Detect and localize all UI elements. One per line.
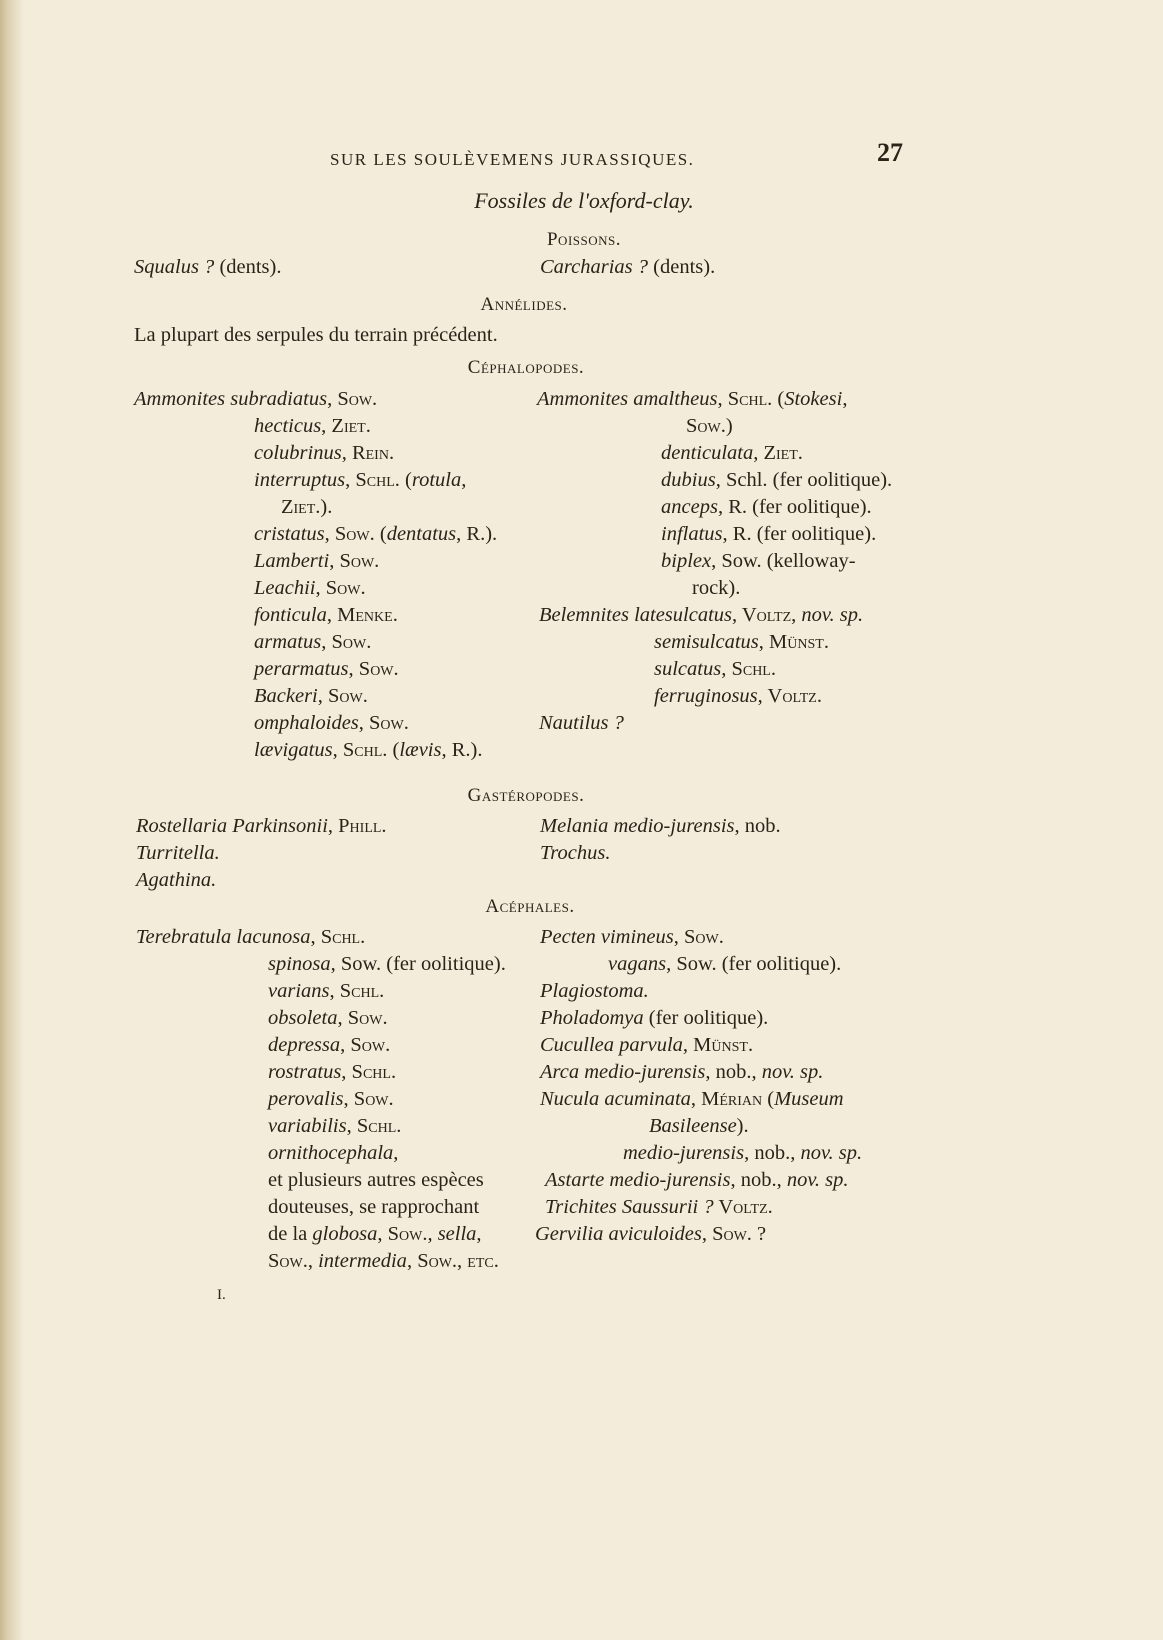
taxon: Gervilia aviculoides xyxy=(535,1223,702,1245)
signature-mark: I. xyxy=(217,1287,226,1303)
taxon: ornithocephala xyxy=(268,1142,394,1164)
taxon: semisulcatus xyxy=(654,631,759,653)
poissons-entry-1 xyxy=(134,255,282,279)
ceph-left-line-8 xyxy=(254,576,366,600)
author: , Münst. xyxy=(682,1034,754,1056)
author: , R.). xyxy=(456,523,498,545)
ace-right-line-10 xyxy=(545,1168,849,1192)
nov-sp: nov. sp. xyxy=(801,604,864,626)
author: , Sow. xyxy=(348,658,399,680)
taxon: intermedia xyxy=(318,1250,407,1272)
author: Voltz. xyxy=(713,1196,773,1218)
taxon: Rostellaria Parkinsonii xyxy=(136,815,328,837)
taxon: perovalis xyxy=(268,1088,344,1110)
ace-right-line-11 xyxy=(545,1195,773,1219)
page-title: Fossiles de l'oxford-clay. xyxy=(474,188,694,213)
ceph-left-line-5: Ziet.). xyxy=(281,496,333,518)
gast-right-line-1 xyxy=(540,814,781,838)
author: , Schl. xyxy=(310,926,366,948)
taxon: omphaloides xyxy=(254,712,359,734)
ceph-left-line-9 xyxy=(254,603,398,627)
author: , Sow. xyxy=(317,685,368,707)
ace-left-line-4 xyxy=(268,1006,388,1030)
author: , Schl. (fer oolitique). xyxy=(715,469,893,491)
taxon: Pecten vimineus xyxy=(540,926,674,948)
taxon: Squalus ? xyxy=(134,256,215,278)
author: , Sow., etc. xyxy=(406,1250,499,1272)
taxon: medio-jurensis xyxy=(623,1142,745,1164)
author: , Menke. xyxy=(326,604,398,626)
author: , Sow. xyxy=(358,712,409,734)
ceph-right-line-9 xyxy=(539,603,863,627)
taxon: varians xyxy=(268,980,330,1002)
section-cephalopodes: Céphalopodes. xyxy=(467,357,585,378)
ace-right-line-2 xyxy=(608,952,841,976)
taxon: anceps xyxy=(661,496,718,518)
ceph-left-line-2 xyxy=(254,414,371,438)
taxon: cristatus xyxy=(254,523,325,545)
running-title: SUR LES SOULÈVEMENS JURASSIQUES. xyxy=(330,150,695,169)
taxon: inflatus xyxy=(661,523,723,545)
taxon: Arca medio-jurensis xyxy=(540,1061,706,1083)
author: , Ziet. xyxy=(753,442,803,464)
note: (dents). xyxy=(214,256,282,278)
ceph-right-line-12 xyxy=(654,684,822,708)
ace-left-line-12 xyxy=(268,1222,482,1246)
author: , Schl. xyxy=(346,1115,402,1137)
page-number: 27 xyxy=(877,138,903,167)
ace-left-line-5 xyxy=(268,1033,390,1057)
annelides-text: La plupart des serpules du terrain précédent. xyxy=(134,324,498,346)
taxon: perarmatus xyxy=(254,658,349,680)
taxon: Cucullea parvula xyxy=(540,1034,683,1056)
author: , Münst. xyxy=(758,631,829,653)
taxon: ferruginosus xyxy=(654,685,758,707)
section-acephales: Acéphales. xyxy=(485,896,575,917)
author: , Schl. xyxy=(341,1061,397,1083)
ace-left-line-7 xyxy=(268,1087,394,1111)
author: , Sow., xyxy=(377,1223,438,1245)
author: , Schl. xyxy=(721,658,776,680)
author: , Sow. ? xyxy=(701,1223,767,1245)
author: , Sow. (fer oolitique). xyxy=(666,953,842,975)
author: , Rein. xyxy=(341,442,395,464)
author: Sow., xyxy=(268,1250,319,1272)
ace-left-line-6 xyxy=(268,1060,396,1084)
ace-right-line-6 xyxy=(540,1060,823,1084)
taxon: dubius xyxy=(661,469,716,491)
note: (dents). xyxy=(648,256,716,278)
taxon: Nucula acuminata xyxy=(540,1088,691,1110)
author: , Phill. xyxy=(327,815,387,837)
ceph-right-line-5 xyxy=(661,495,872,519)
author: , Sow. xyxy=(340,1034,391,1056)
ceph-right-line-8: rock). xyxy=(692,577,741,599)
ceph-left-line-4 xyxy=(254,468,466,492)
ceph-right-line-3 xyxy=(661,441,803,465)
ace-left-line-9 xyxy=(268,1141,398,1165)
ace-left-line-11: douteuses, se rapprochant xyxy=(268,1196,480,1218)
author: , Voltz. xyxy=(757,685,822,707)
taxon: variabilis xyxy=(268,1115,347,1137)
taxon: biplex xyxy=(661,550,712,572)
punct: , xyxy=(476,1223,482,1245)
author: , R. (fer oolitique). xyxy=(717,496,872,518)
ace-left-line-1 xyxy=(136,925,365,949)
taxon: Pholadomya xyxy=(540,1007,644,1029)
ace-right-line-12 xyxy=(535,1222,766,1246)
page-edge-shadow xyxy=(0,0,24,1640)
ceph-right-line-7 xyxy=(661,549,856,573)
taxon: hecticus xyxy=(254,415,322,437)
ceph-left-line-10 xyxy=(254,630,371,654)
author: , Sow. xyxy=(329,550,380,572)
synonym: Stokesi xyxy=(784,388,843,410)
ace-left-line-2 xyxy=(268,952,506,976)
gast-left-line-1 xyxy=(136,814,387,838)
ceph-right-line-13: Nautilus ? xyxy=(539,712,624,734)
author: , Sow. (fer oolitique). xyxy=(330,953,506,975)
taxon: Trichites Saussurii ? xyxy=(545,1196,714,1218)
ace-left-line-8 xyxy=(268,1114,401,1138)
gast-right-line-2: Trochus. xyxy=(540,842,611,864)
ceph-left-line-14 xyxy=(254,738,482,762)
taxon: rostratus xyxy=(268,1061,342,1083)
author: , Schl. ( xyxy=(332,739,400,761)
section-annelides: Annélides. xyxy=(480,294,568,315)
gast-left-line-3: Agathina. xyxy=(136,869,217,891)
author: , Sow. (kelloway- xyxy=(711,550,856,572)
punct: , xyxy=(461,469,467,491)
poissons-entry-2 xyxy=(540,255,715,279)
ace-right-line-1 xyxy=(540,925,724,949)
ace-right-line-3: Plagiostoma. xyxy=(540,980,649,1002)
ceph-left-line-11 xyxy=(254,657,399,681)
ace-right-line-8 xyxy=(649,1114,749,1138)
author: , Schl. ( xyxy=(717,388,785,410)
museum: Basileense xyxy=(649,1115,737,1137)
taxon: armatus xyxy=(254,631,322,653)
taxon: vagans xyxy=(608,953,667,975)
author: , nob., xyxy=(730,1169,787,1191)
punct: , xyxy=(842,388,848,410)
taxon: interruptus xyxy=(254,469,346,491)
author: , R.). xyxy=(441,739,483,761)
taxon: Astarte medio-jurensis xyxy=(545,1169,731,1191)
author: , Schl. xyxy=(329,980,385,1002)
author: , R. (fer oolitique). xyxy=(722,523,877,545)
section-poissons: Poissons. xyxy=(546,229,622,250)
author: , Sow. xyxy=(343,1088,394,1110)
punct: , xyxy=(393,1142,399,1164)
author: , nob. xyxy=(734,815,781,837)
section-gasteropodes: Gastéropodes. xyxy=(467,785,585,806)
taxon: sulcatus xyxy=(654,658,722,680)
author: , Sow. xyxy=(673,926,724,948)
author: , Schl. ( xyxy=(345,469,412,491)
ceph-right-line-10 xyxy=(654,630,829,654)
author: , Sow. xyxy=(337,1007,388,1029)
nov-sp: nov. sp. xyxy=(761,1061,824,1083)
ceph-right-line-1 xyxy=(537,387,847,411)
ceph-left-line-3 xyxy=(254,441,394,465)
ceph-left-line-13 xyxy=(254,711,409,735)
author: , nob., xyxy=(744,1142,801,1164)
ceph-left-line-1 xyxy=(134,387,377,411)
text: de la xyxy=(268,1223,313,1245)
ceph-right-line-2: Sow.) xyxy=(686,415,733,437)
ace-right-line-9 xyxy=(623,1141,862,1165)
author: , Sow. xyxy=(327,388,378,410)
nov-sp: nov. sp. xyxy=(800,1142,863,1164)
taxon: denticulata xyxy=(661,442,754,464)
taxon: Melania medio-jurensis xyxy=(540,815,735,837)
ace-right-line-7 xyxy=(540,1087,844,1111)
ace-left-line-10: et plusieurs autres espèces xyxy=(268,1169,484,1191)
author: , Sow. xyxy=(321,631,372,653)
taxon: Ammonites amaltheus xyxy=(537,388,718,410)
ace-left-line-3 xyxy=(268,979,384,1003)
punct: ). xyxy=(736,1115,749,1137)
taxon: colubrinus xyxy=(254,442,342,464)
taxon: Ammonites subradiatus xyxy=(134,388,328,410)
author: , Sow. xyxy=(315,577,366,599)
ace-right-line-5 xyxy=(540,1033,753,1057)
museum: Museum xyxy=(774,1088,844,1110)
synonym: dentatus xyxy=(386,523,457,545)
author: , Voltz, xyxy=(732,604,802,626)
gast-left-line-2: Turritella. xyxy=(136,842,220,864)
taxon: Lamberti xyxy=(254,550,330,572)
taxon: globosa xyxy=(312,1223,378,1245)
ceph-right-line-11 xyxy=(654,657,776,681)
taxon: spinosa xyxy=(268,953,331,975)
ace-left-line-13 xyxy=(268,1249,499,1273)
taxon: depressa xyxy=(268,1034,341,1056)
synonym: rotula xyxy=(411,469,462,491)
taxon: Carcharias ? xyxy=(540,256,649,278)
taxon: Leachii xyxy=(254,577,316,599)
ace-right-line-4 xyxy=(540,1006,768,1030)
note: (fer oolitique). xyxy=(643,1007,769,1029)
taxon: sella xyxy=(437,1223,477,1245)
synonym: lævis xyxy=(399,739,442,761)
ceph-right-line-4 xyxy=(661,468,892,492)
taxon: Belemnites latesulcatus xyxy=(539,604,732,626)
ceph-left-line-7 xyxy=(254,549,379,573)
ceph-right-line-6 xyxy=(661,522,876,546)
taxon: Terebratula lacunosa xyxy=(136,926,311,948)
author: , Ziet. xyxy=(321,415,371,437)
nov-sp: nov. sp. xyxy=(786,1169,849,1191)
author: , Sow. ( xyxy=(324,523,387,545)
taxon: fonticula xyxy=(254,604,327,626)
author: , nob., xyxy=(705,1061,762,1083)
taxon: Backeri xyxy=(254,685,318,707)
taxon: lævigatus xyxy=(254,739,333,761)
ceph-left-line-6 xyxy=(254,522,497,546)
ceph-left-line-12 xyxy=(254,684,368,708)
taxon: obsoleta xyxy=(268,1007,338,1029)
author: , Mérian ( xyxy=(690,1088,775,1110)
